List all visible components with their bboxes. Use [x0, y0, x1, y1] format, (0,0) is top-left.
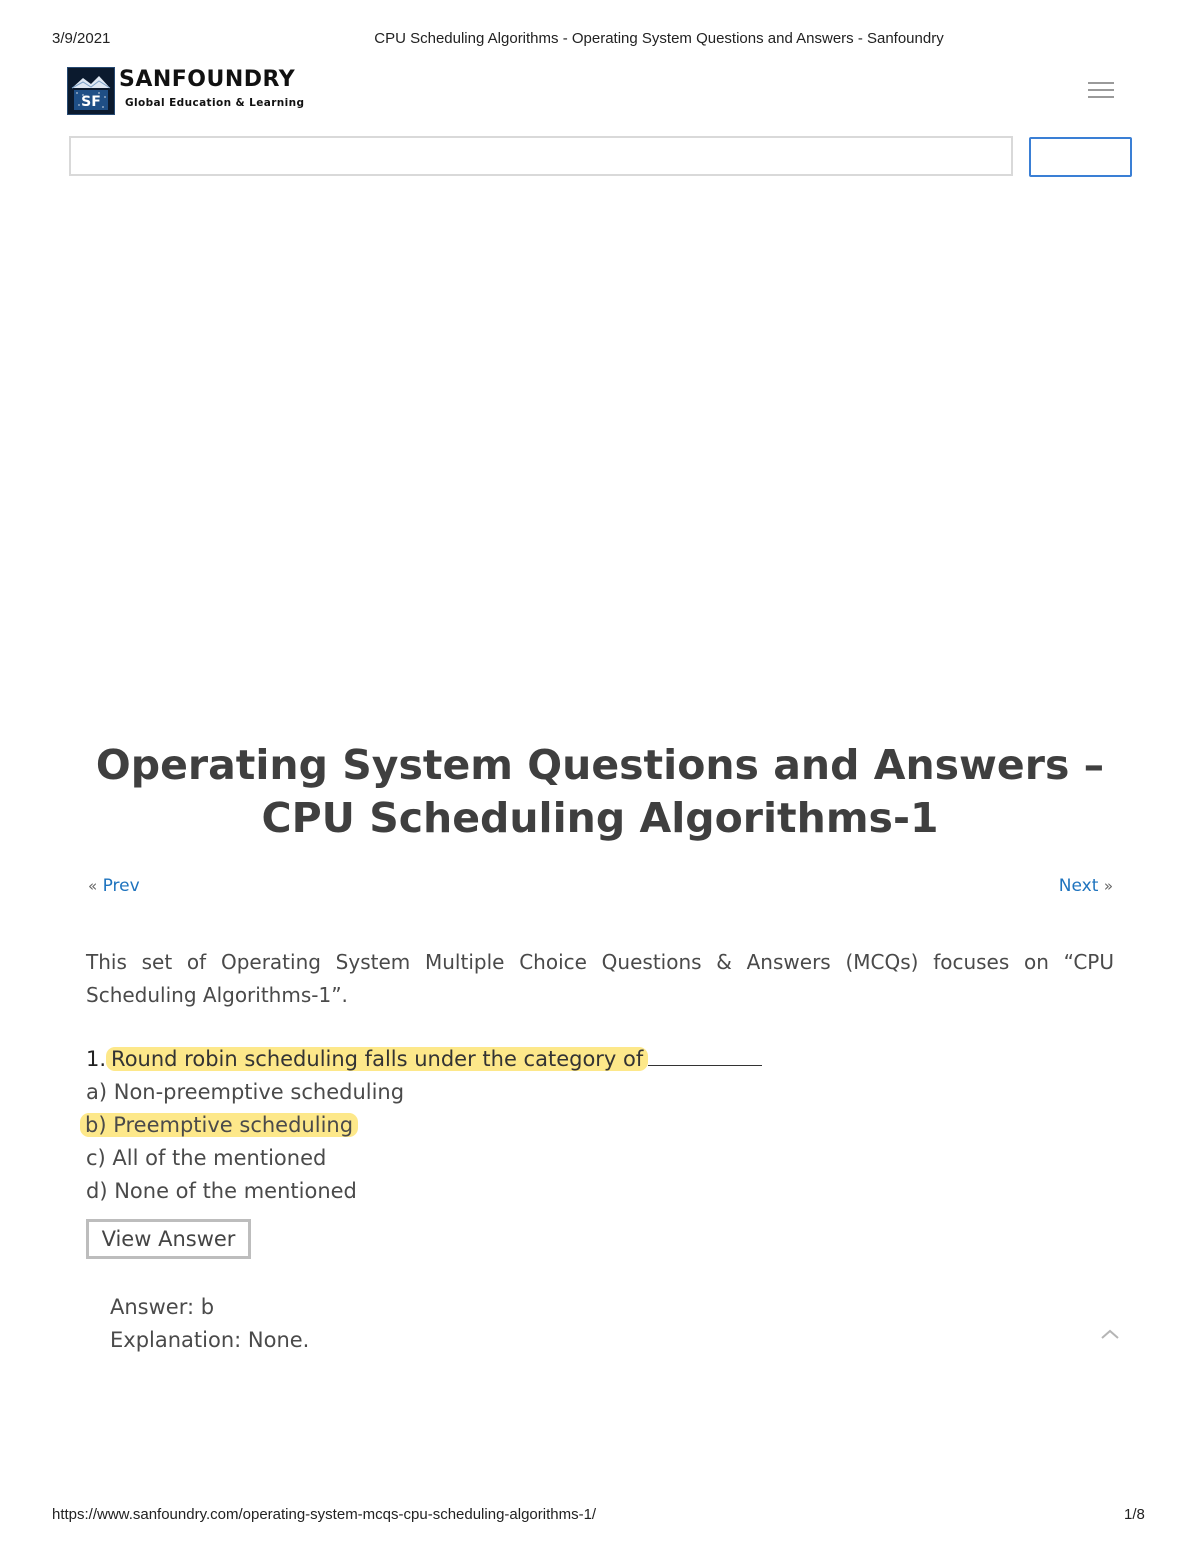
scroll-to-top-button[interactable]: [1098, 1326, 1122, 1342]
answer-text: Answer: b: [110, 1295, 215, 1319]
view-answer-button[interactable]: View Answer: [86, 1219, 251, 1259]
option-a: a) Non-preemptive scheduling: [86, 1080, 405, 1104]
chevron-up-icon: [1098, 1326, 1122, 1342]
question-blank: [648, 1043, 762, 1066]
explanation-text: Explanation: None.: [110, 1328, 310, 1352]
option-b: [80, 1109, 1114, 1142]
question-line: [86, 1043, 1114, 1076]
print-page-number: 1/8: [1124, 1506, 1145, 1523]
next-label: Next: [1058, 876, 1099, 896]
page-title: Operating System Questions and Answers – CPU Scheduling Algorithms-1: [95, 741, 1105, 842]
option-b-highlight: b) Preemptive scheduling: [80, 1113, 358, 1137]
question-number: 1.: [86, 1047, 107, 1071]
option-d: d) None of the mentioned: [86, 1179, 357, 1203]
logo-name: SANFOUNDRY: [119, 67, 296, 92]
logo-tagline: Global Education & Learning: [125, 97, 305, 109]
next-link[interactable]: [1059, 876, 1113, 896]
prev-label: Prev: [102, 876, 140, 896]
hamburger-icon-bar: [1088, 96, 1114, 98]
prev-link[interactable]: [88, 876, 140, 896]
print-date: 3/9/2021: [52, 30, 111, 47]
next-arrow: »: [1103, 877, 1113, 895]
question-block: [86, 1043, 1114, 1208]
answer-block: [110, 1291, 309, 1357]
prev-arrow: «: [88, 877, 98, 895]
search-button[interactable]: [1029, 137, 1132, 177]
hamburger-icon: [1088, 82, 1114, 84]
option-c: c) All of the mentioned: [86, 1146, 327, 1170]
sanfoundry-logo[interactable]: [67, 67, 317, 115]
search-input[interactable]: [69, 136, 1013, 176]
hamburger-menu-button[interactable]: [1088, 80, 1114, 100]
hamburger-icon-bar: [1088, 89, 1114, 91]
logo-badge-icon: [67, 67, 115, 115]
print-url: https://www.sanfoundry.com/operating-system-mcqs-cpu-scheduling-algorithms-1/: [52, 1506, 597, 1523]
logo-badge-text: SF: [81, 94, 101, 110]
question-text: Round robin scheduling falls under the category of: [106, 1047, 648, 1071]
intro-paragraph: This set of Operating System Multiple Choice Questions & Answers (MCQs) focuses on “CPU Scheduling Algorithms-1”.: [86, 950, 1114, 1007]
print-page-title: CPU Scheduling Algorithms - Operating System Questions and Answers - Sanfoundry: [374, 30, 944, 47]
